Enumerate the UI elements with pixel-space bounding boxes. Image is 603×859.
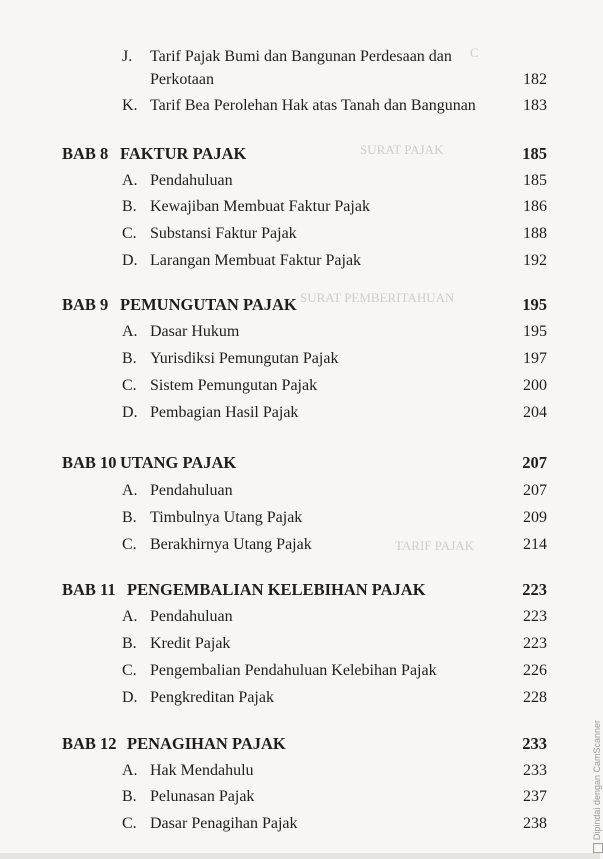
toc-entry[interactable] [0,686,600,712]
entry-letter: B. [122,350,137,367]
entry-page: 214 [523,536,547,553]
toc-entry[interactable] [0,169,600,195]
entry-page: 186 [523,198,547,215]
show-through-text: TARIF PAJAK [395,538,475,553]
toc-entry[interactable] [0,812,600,838]
toc-entry[interactable] [0,222,600,248]
chapter-page: 185 [522,144,547,163]
chapter-heading[interactable] [0,293,600,319]
entry-page: 207 [523,482,547,499]
entry-title: Pendahuluan [150,172,233,189]
entry-letter: A. [122,762,138,779]
scanner-watermark [592,720,603,853]
entry-title: Pelunasan Pajak [150,788,255,805]
show-through-text: SURAT PAJAK [360,142,444,157]
entry-page: 192 [523,252,547,269]
entry-title: Timbulnya Utang Pajak [150,509,303,526]
toc-entry[interactable] [0,785,600,811]
chapter-heading[interactable] [0,451,600,477]
toc-entry[interactable] [0,94,600,120]
toc-entry[interactable] [0,759,600,785]
entry-letter: D. [122,404,138,421]
entry-letter: B. [122,788,137,805]
entry-page: 182 [523,71,547,88]
entry-title-line2: Perkotaan [150,71,214,88]
entry-letter: C. [122,662,137,679]
entry-page: 237 [523,788,547,805]
chapter-label: BAB 9 [62,295,109,314]
chapter-page: 233 [522,734,547,753]
entry-title: Kredit Pajak [150,635,231,652]
entry-page: 195 [523,323,547,340]
entry-page: 209 [523,509,547,526]
entry-title: Pembagian Hasil Pajak [150,404,299,421]
entry-letter: B. [122,198,137,215]
chapter-label: BAB 10 [62,453,117,472]
toc-entry[interactable] [0,632,600,658]
toc-entry[interactable] [0,533,600,559]
entry-page: 188 [523,225,547,242]
entry-title: Hak Mendahulu [150,762,254,779]
entry-page: 228 [523,689,547,706]
entry-title: Tarif Pajak Bumi dan Bangunan Perdesaan dan [150,48,452,65]
toc-entry[interactable] [0,320,600,346]
show-through-text: SURAT PEMBERITAHUAN [300,290,455,305]
entry-letter: A. [122,608,138,625]
entry-letter: C. [122,815,137,832]
entry-title: Pendahuluan [150,482,233,499]
entry-page: 200 [523,377,547,394]
chapter-page: 207 [522,453,547,472]
toc-entry[interactable] [0,374,600,400]
chapter-label: BAB 11 [62,580,116,599]
toc-entry[interactable] [0,347,600,373]
chapter-page: 223 [522,580,547,599]
chapter-heading[interactable] [0,578,600,604]
chapter-label: BAB 12 [62,734,117,753]
entry-letter: C. [122,225,137,242]
entry-title: Berakhirnya Utang Pajak [150,536,312,553]
toc-entry[interactable] [0,401,600,427]
entry-page: 233 [523,762,547,779]
chapter-title: UTANG PAJAK [120,453,237,472]
entry-title: Pengkreditan Pajak [150,689,274,706]
entry-page: 183 [523,97,547,114]
toc-entry[interactable] [0,659,600,685]
entry-letter: C. [122,536,137,553]
chapter-title: PEMUNGUTAN PAJAK [120,295,297,314]
entry-letter: B. [122,635,137,652]
toc-entry[interactable] [0,506,600,532]
entry-page: 223 [523,635,547,652]
chapter-heading[interactable] [0,142,600,168]
chapter-title: PENGEMBALIAN KELEBIHAN PAJAK [127,580,426,599]
entry-letter: J. [122,48,133,65]
entry-title: Pengembalian Pendahuluan Kelebihan Pajak [150,662,437,679]
watermark-text: Dipindai dengan CamScanner [592,720,602,841]
entry-title: Dasar Penagihan Pajak [150,815,298,832]
chapter-title: FAKTUR PAJAK [120,144,247,163]
entry-letter: D. [122,689,138,706]
toc-entry[interactable] [0,249,600,275]
entry-letter: A. [122,172,138,189]
show-through-text: C [470,45,479,60]
entry-page: 226 [523,662,547,679]
chapter-page: 195 [522,295,547,314]
toc-entry-continued[interactable] [0,68,600,94]
toc-entry[interactable] [0,605,600,631]
toc-entry[interactable] [0,195,600,221]
entry-title: Kewajiban Membuat Faktur Pajak [150,198,370,215]
entry-title: Pendahuluan [150,608,233,625]
entry-letter: D. [122,252,138,269]
chapter-label: BAB 8 [62,144,109,163]
entry-letter: C. [122,377,137,394]
entry-letter: B. [122,509,137,526]
entry-title: Larangan Membuat Faktur Pajak [150,252,362,269]
entry-title: Sistem Pemungutan Pajak [150,377,318,394]
entry-title: Yurisdiksi Pemungutan Pajak [150,350,339,367]
entry-page: 197 [523,350,547,367]
entry-letter: A. [122,323,138,340]
entry-title: Tarif Bea Perolehan Hak atas Tanah dan Bangunan [150,97,476,114]
camscanner-icon [593,843,603,853]
toc-entry[interactable] [0,479,600,505]
entry-letter: A. [122,482,138,499]
entry-letter: K. [122,97,138,114]
chapter-title: PENAGIHAN PAJAK [127,734,286,753]
entry-page: 223 [523,608,547,625]
entry-page: 185 [523,172,547,189]
entry-page: 238 [523,815,547,832]
chapter-heading[interactable] [0,732,600,758]
entry-page: 204 [523,404,547,421]
page-edge [0,853,600,859]
entry-title: Substansi Faktur Pajak [150,225,297,242]
entry-title: Dasar Hukum [150,323,240,340]
